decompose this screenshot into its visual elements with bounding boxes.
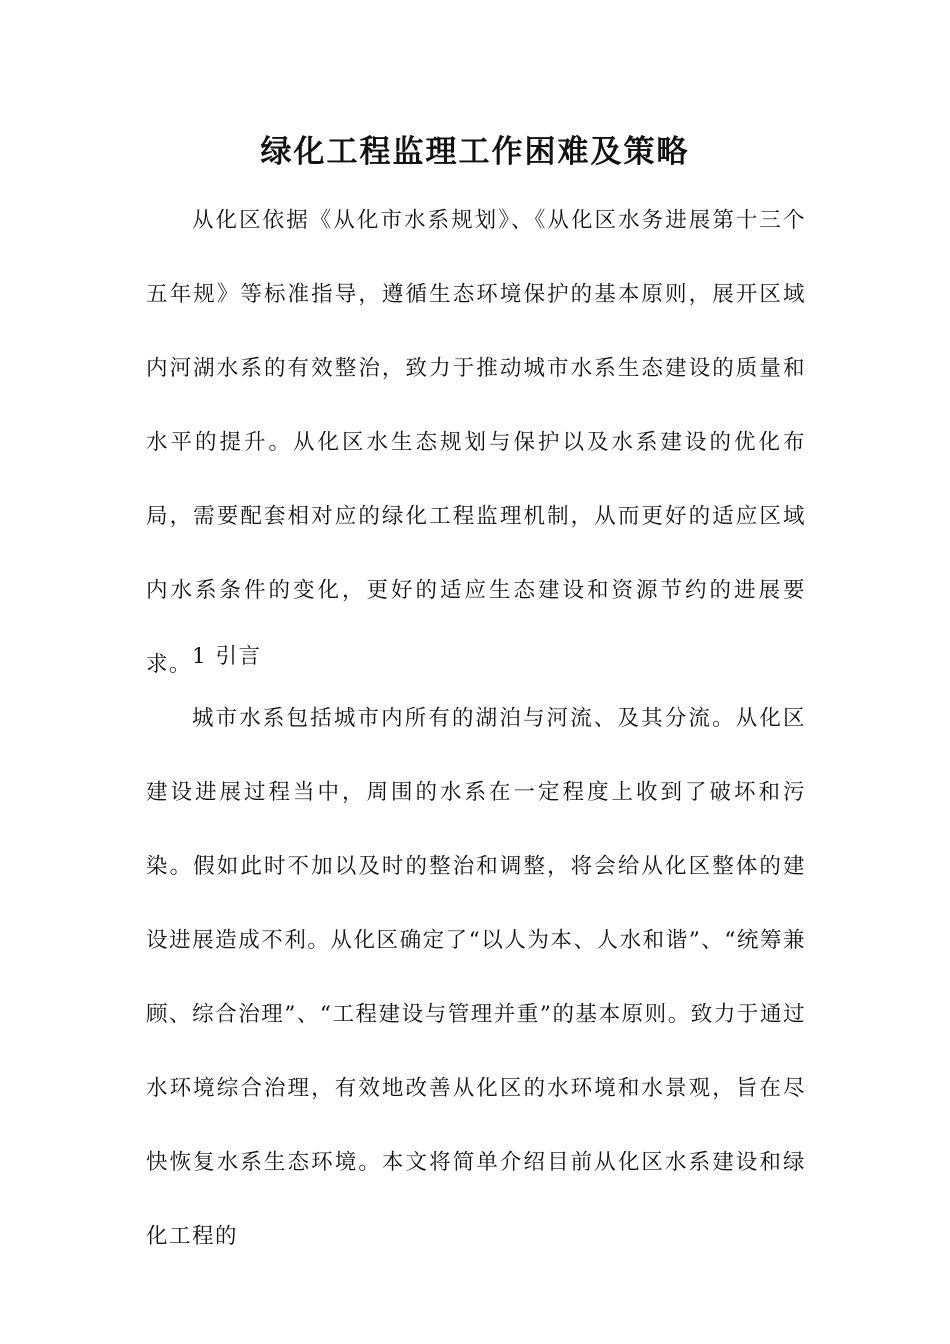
section-body-paragraph: 城市水系包括城市内所有的湖泊与河流、及其分流。从化区建设进展过程当中，周围的水系在一定程度上收到了破坏和污染。假如此时不加以及时的整治和调整，将会给从化区整体的建设进展造成不利。从化区确定了“以人为本、人水和谐”、“统筹兼顾、综合治理”、“工程建设与管理并重”的基本原则。致力于通过水环境综合治理，有效地改善从化区的水环境和水景观，旨在尽快恢复水系生态环境。本文将简单介绍目前从化区水系建设和绿化工程的: [146, 706, 806, 1249]
document-title: 绿化工程监理工作困难及策略: [260, 134, 690, 170]
section-heading: 1 引言: [192, 644, 262, 669]
intro-paragraph: 从化区依据《从化市水系规划》、《从化区水务进展第十三个五年规》等标准指导，遵循生态环境保护的基本原则，展开区域内河湖水系的有效整治，致力于推动城市水系生态建设的质量和水平的提升。从化区水生态规划与保护以及水系建设的优化布局，需要配套相对应的绿化工程监理机制，从而更好的适应区域内水系条件的变化，更好的适应生态建设和资源节约的进展要求。: [146, 208, 806, 677]
